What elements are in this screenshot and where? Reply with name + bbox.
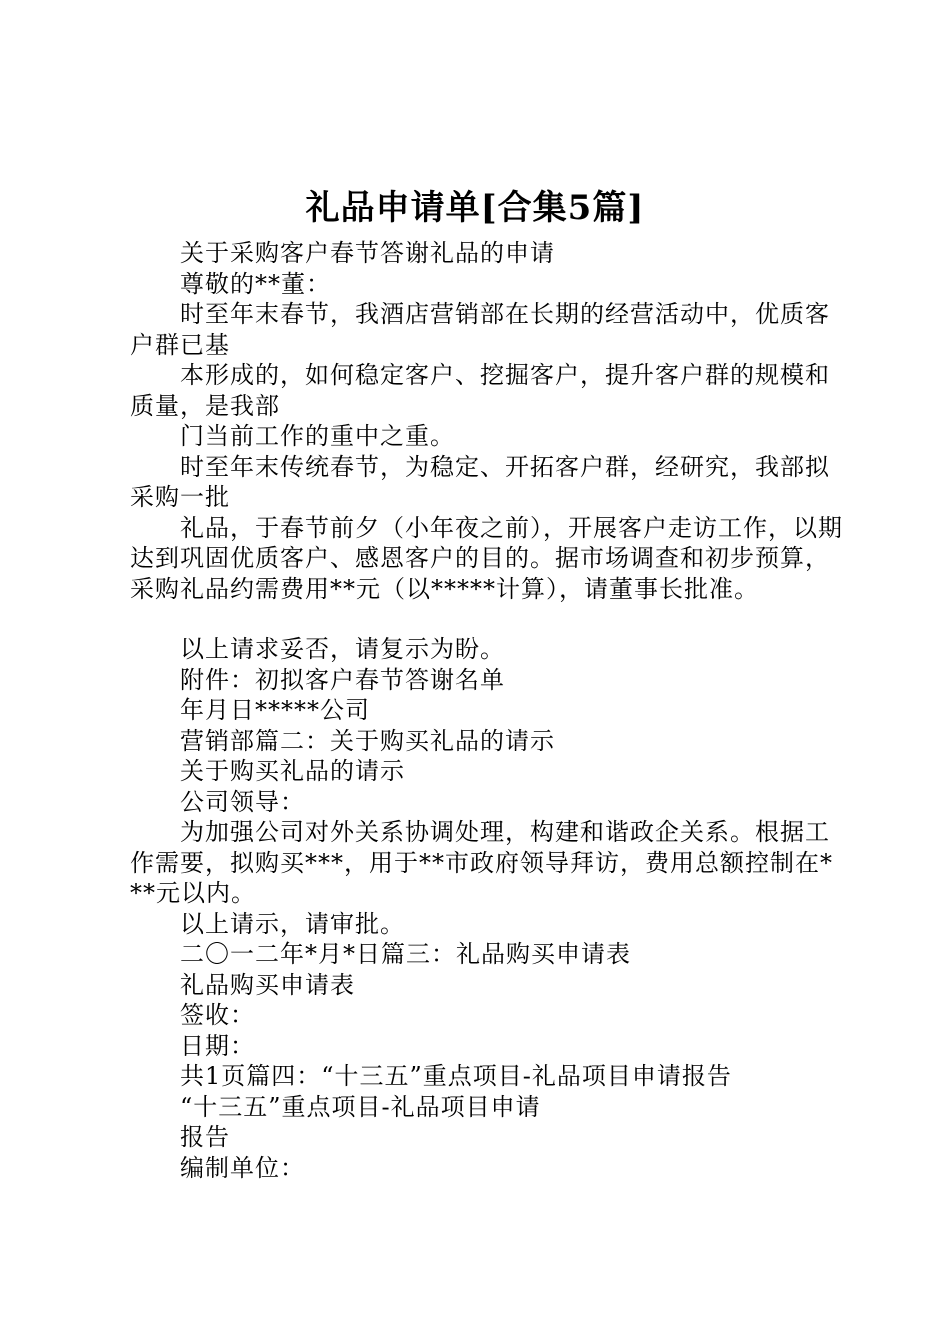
paragraph: 报告 <box>180 1123 230 1151</box>
paragraph: 以上请示，请审批。 <box>180 909 405 938</box>
paragraph: 二〇一二年*月*日篇三：礼品购买申请表 <box>180 940 631 968</box>
paragraph: 编制单位： <box>180 1153 305 1182</box>
paragraph: 时至年末传统春节，为稳定、开拓客户群，经研究，我部拟采购一批 <box>130 452 830 511</box>
paragraph: 公司领导： <box>180 787 305 816</box>
paragraph: 关于购买礼品的请示 <box>180 757 405 785</box>
paragraph: 时至年末春节，我酒店营销部在长期的经营活动中，优质客户群已基 <box>130 300 830 359</box>
paragraph: “十三五”重点项目-礼品项目申请 <box>180 1092 541 1121</box>
document-body <box>130 238 845 1183</box>
paragraph: 附件：初拟客户春节答谢名单 <box>180 665 505 694</box>
paragraph: 本形成的，如何稳定客户、挖掘客户，提升客户群的规模和质量，是我部 <box>130 361 830 420</box>
paragraph: 为加强公司对外关系协调处理，构建和谐政企关系。根据工作需要，拟购买***，用于**市政府领导拜访，费用总额控制在***元以内。 <box>130 818 833 907</box>
paragraph: 以上请求妥否，请复示为盼。 <box>180 635 505 663</box>
paragraph: 日期： <box>180 1031 255 1060</box>
paragraph: 共1页篇四：“十三五”重点项目-礼品项目申请报告 <box>180 1062 732 1090</box>
paragraph: 营销部篇二：关于购买礼品的请示 <box>180 726 555 755</box>
paragraph: 关于采购客户春节答谢礼品的申请 <box>180 239 555 267</box>
document-title: 礼品申请单[合集5篇] <box>305 188 645 228</box>
paragraph: 尊敬的**董： <box>180 269 331 298</box>
paragraph: 门当前工作的重中之重。 <box>180 422 455 450</box>
paragraph: 年月日*****公司 <box>180 696 370 724</box>
paragraph: 礼品购买申请表 <box>180 970 355 999</box>
paragraph: 签收： <box>180 1001 255 1029</box>
paragraph: 礼品，于春节前夕（小年夜之前），开展客户走访工作，以期达到巩固优质客户、感恩客户的目的。据市场调查和初步预算，采购礼品约需费用**元（以*****计算），请董事长批准。 <box>130 513 843 603</box>
